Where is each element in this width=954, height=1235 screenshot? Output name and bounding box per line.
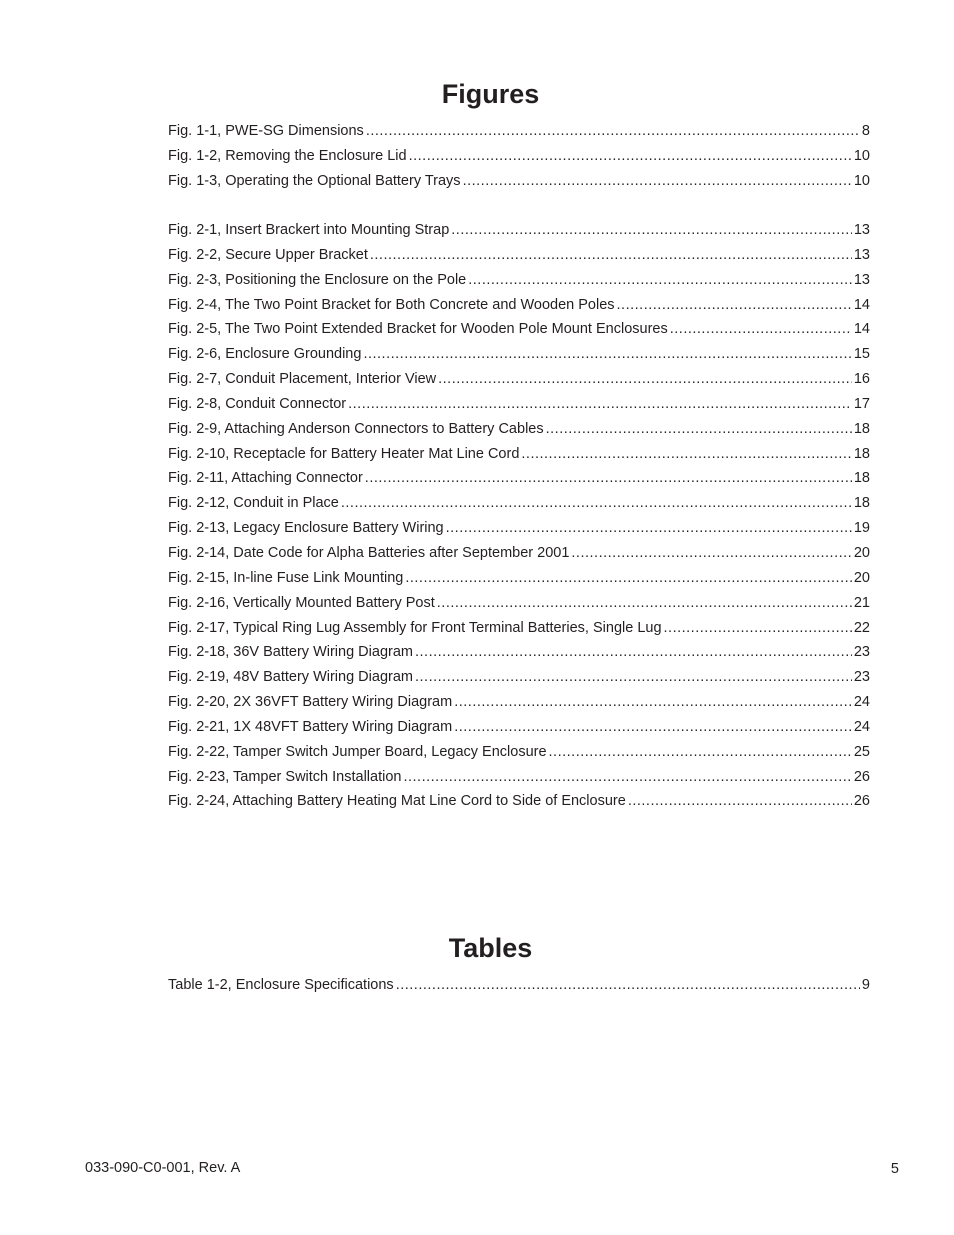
dot-leader [664, 618, 852, 638]
toc-entry-label: Fig. 2-3, Positioning the Enclosure on the Pole [168, 271, 467, 288]
dot-leader [363, 344, 851, 364]
toc-entry[interactable] [168, 791, 870, 816]
dot-leader [366, 121, 860, 141]
toc-entry[interactable] [168, 171, 870, 196]
toc-entry-label: Fig. 2-17, Typical Ring Lug Assembly for Front Terminal Batteries, Single Lug [168, 619, 662, 636]
toc-entry[interactable] [168, 767, 870, 792]
toc-entry[interactable] [168, 394, 870, 419]
toc-entry[interactable] [168, 568, 870, 593]
toc-entry-page-number: 25 [853, 743, 870, 760]
toc-entry[interactable] [168, 493, 870, 518]
toc-entry-page-number: 26 [853, 768, 870, 785]
tables-list [168, 975, 870, 1000]
toc-entry-label: Fig. 2-6, Enclosure Grounding [168, 346, 362, 363]
figures-heading: Figures [441, 79, 540, 109]
toc-entry[interactable] [168, 642, 870, 667]
toc-entry-label: Fig. 2-8, Conduit Connector [168, 395, 347, 412]
toc-entry-page-number: 14 [853, 296, 870, 313]
toc-entry[interactable] [168, 444, 870, 469]
toc-entry-page-number: 22 [853, 619, 870, 636]
toc-entry[interactable] [168, 419, 870, 444]
dot-leader [617, 295, 852, 315]
toc-entry[interactable] [168, 518, 870, 543]
dot-leader [628, 791, 852, 811]
toc-entry-page-number: 21 [853, 594, 870, 611]
toc-entry-page-number: 17 [853, 395, 870, 412]
toc-entry-label: Fig. 2-5, The Two Point Extended Bracket for Wooden Pole Mount Enclosures [168, 321, 668, 338]
toc-entry-page-number: 24 [853, 718, 870, 735]
toc-entry-label: Fig. 2-9, Attaching Anderson Connectors to Battery Cables [168, 420, 544, 437]
toc-entry-label: Fig. 2-13, Legacy Enclosure Battery Wiring [168, 520, 444, 537]
toc-entry[interactable] [168, 667, 870, 692]
dot-leader [454, 692, 852, 712]
dot-leader [403, 767, 851, 787]
toc-entry-page-number: 10 [853, 172, 870, 189]
toc-entry[interactable] [168, 344, 870, 369]
toc-entry-label: Table 1-2, Enclosure Specifications [168, 977, 394, 993]
toc-entry[interactable] [168, 295, 870, 320]
dot-leader [396, 975, 860, 995]
dot-leader [409, 146, 852, 166]
toc-entry-page-number: 9 [861, 977, 870, 993]
toc-entry-label: Fig. 2-18, 36V Battery Wiring Diagram [168, 644, 413, 661]
dot-leader [415, 642, 852, 662]
toc-entry-label: Fig. 2-11, Attaching Connector [168, 470, 363, 487]
toc-entry-page-number: 23 [853, 669, 870, 686]
toc-entry-label: Fig. 2-7, Conduit Placement, Interior View [168, 371, 437, 388]
toc-entry[interactable] [168, 618, 870, 643]
toc-entry[interactable] [168, 121, 870, 146]
toc-entry-page-number: 26 [853, 793, 870, 810]
toc-entry-page-number: 20 [853, 569, 870, 586]
figures-list-chapter-1 [168, 121, 870, 196]
toc-entry-label: Fig. 1-2, Removing the Enclosure Lid [168, 147, 407, 164]
toc-entry[interactable] [168, 245, 870, 270]
toc-entry[interactable] [168, 369, 870, 394]
toc-entry-page-number: 18 [853, 495, 870, 512]
dot-leader [451, 220, 852, 240]
toc-entry-label: Fig. 2-24, Attaching Battery Heating Mat Line Cord to Side of Enclosure [168, 793, 626, 810]
toc-entry[interactable] [168, 543, 870, 568]
dot-leader [437, 593, 852, 613]
toc-entry-label: Fig. 2-15, In-line Fuse Link Mounting [168, 569, 404, 586]
dot-leader [415, 667, 852, 687]
toc-entry[interactable] [168, 146, 870, 171]
toc-entry-page-number: 13 [853, 271, 870, 288]
toc-entry-page-number: 8 [861, 123, 870, 139]
dot-leader [521, 444, 851, 464]
toc-entry-page-number: 10 [853, 147, 870, 164]
toc-entry-label: Fig. 2-22, Tamper Switch Jumper Board, Legacy Enclosure [168, 743, 547, 760]
toc-entry-page-number: 16 [853, 371, 870, 388]
dot-leader [348, 394, 852, 414]
dot-leader [549, 742, 852, 762]
dot-leader [670, 319, 852, 339]
dot-leader [463, 171, 852, 191]
toc-entry-label: Fig. 2-23, Tamper Switch Installation [168, 768, 402, 785]
toc-entry[interactable] [168, 975, 870, 1000]
toc-entry-label: Fig. 1-3, Operating the Optional Battery Trays [168, 172, 461, 189]
toc-entry-page-number: 23 [853, 644, 870, 661]
toc-entry-page-number: 18 [853, 420, 870, 437]
toc-entry[interactable] [168, 717, 870, 742]
toc-entry[interactable] [168, 593, 870, 618]
dot-leader [365, 468, 852, 488]
toc-entry-page-number: 13 [853, 222, 870, 238]
toc-entry-page-number: 13 [853, 246, 870, 263]
toc-entry-label: Fig. 1-1, PWE-SG Dimensions [168, 123, 364, 139]
toc-entry[interactable] [168, 270, 870, 295]
toc-entry[interactable] [168, 692, 870, 717]
toc-entry-page-number: 20 [853, 544, 870, 561]
toc-entry[interactable] [168, 468, 870, 493]
toc-entry-label: Fig. 2-1, Insert Brackert into Mounting Strap [168, 222, 450, 238]
dot-leader [571, 543, 851, 563]
toc-entry-page-number: 15 [853, 346, 870, 363]
tables-heading: Tables [448, 933, 533, 963]
toc-entry-page-number: 19 [853, 520, 870, 537]
toc-entry[interactable] [168, 319, 870, 344]
dot-leader [468, 270, 852, 290]
toc-entry-label: Fig. 2-14, Date Code for Alpha Batteries after September 2001 [168, 544, 570, 561]
toc-entry-label: Fig. 2-12, Conduit in Place [168, 495, 339, 512]
toc-entry-page-number: 18 [853, 470, 870, 487]
toc-entry[interactable] [168, 220, 870, 245]
toc-entry-label: Fig. 2-2, Secure Upper Bracket [168, 246, 368, 263]
toc-entry-label: Fig. 2-20, 2X 36VFT Battery Wiring Diagram [168, 694, 453, 711]
toc-entry-label: Fig. 2-10, Receptacle for Battery Heater Mat Line Cord [168, 445, 520, 462]
dot-leader [546, 419, 852, 439]
dot-leader [405, 568, 852, 588]
figures-list-chapter-2 [168, 220, 870, 816]
toc-entry-page-number: 14 [853, 321, 870, 338]
toc-entry[interactable] [168, 742, 870, 767]
toc-entry-page-number: 24 [853, 694, 870, 711]
toc-entry-label: Fig. 2-21, 1X 48VFT Battery Wiring Diagram [168, 718, 453, 735]
dot-leader [341, 493, 852, 513]
dot-leader [454, 717, 852, 737]
dot-leader [370, 245, 852, 265]
toc-entry-label: Fig. 2-4, The Two Point Bracket for Both Concrete and Wooden Poles [168, 296, 615, 313]
toc-entry-label: Fig. 2-16, Vertically Mounted Battery Post [168, 594, 435, 611]
toc-entry-page-number: 18 [853, 445, 870, 462]
footer-doc-number: 033-090-C0-001, Rev. A [85, 1160, 241, 1176]
toc-entry-label: Fig. 2-19, 48V Battery Wiring Diagram [168, 669, 413, 686]
dot-leader [446, 518, 852, 538]
footer-page-number: 5 [890, 1161, 899, 1177]
dot-leader [438, 369, 852, 389]
